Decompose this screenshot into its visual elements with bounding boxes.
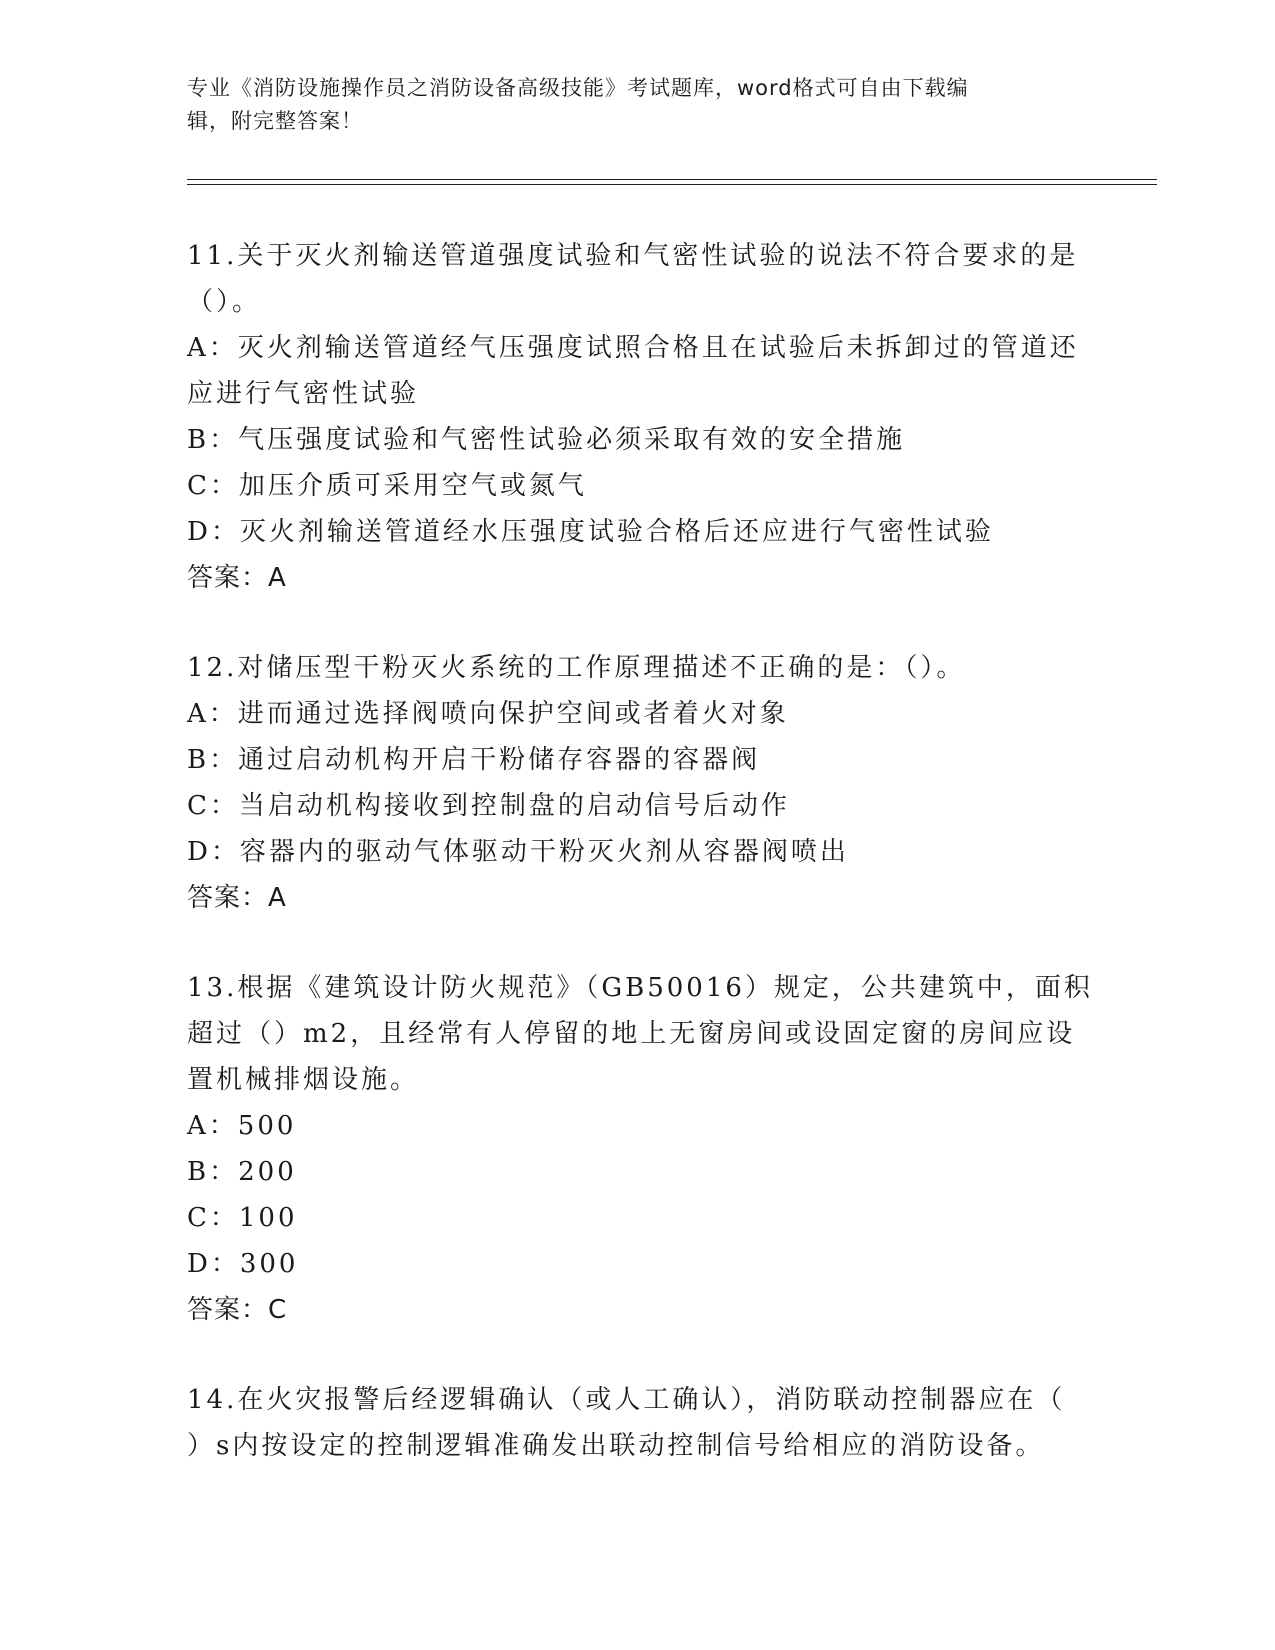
document-header xyxy=(187,72,1087,138)
answer: 答案：A xyxy=(187,563,287,593)
option-c: C：加压介质可采用空气或氮气 xyxy=(187,471,587,501)
question-stem-line: 11.关于灭火剂输送管道强度试验和气密性试验的说法不符合要求的是 xyxy=(187,241,1079,271)
question-14 xyxy=(187,1377,1087,1469)
option-b: B：200 xyxy=(187,1157,297,1187)
header-divider-bottom xyxy=(187,184,1157,185)
question-stem-line: 置机械排烟设施。 xyxy=(187,1065,420,1095)
option-a: A：灭火剂输送管道经气压强度试照合格且在试验后未拆卸过的管道还 xyxy=(187,333,1079,363)
question-stem-line: （）。 xyxy=(187,287,262,317)
question-stem-line: 超过（）m2，且经常有人停留的地上无窗房间或设固定窗的房间应设 xyxy=(187,1019,1076,1049)
question-12 xyxy=(187,645,1087,921)
header-line-1: 专业《消防设施操作员之消防设备高级技能》考试题库，word格式可自由下载编 xyxy=(187,76,969,100)
question-stem-line: ）s内按设定的控制逻辑准确发出联动控制信号给相应的消防设备。 xyxy=(187,1431,1045,1461)
option-c: C：当启动机构接收到控制盘的启动信号后动作 xyxy=(187,791,790,821)
answer: 答案：C xyxy=(187,1295,288,1325)
question-13 xyxy=(187,965,1093,1333)
question-stem-line: 12.对储压型干粉灭火系统的工作原理描述不正确的是：（）。 xyxy=(187,653,966,683)
option-d: D：300 xyxy=(187,1249,299,1279)
option-a-continued: 应进行气密性试验 xyxy=(187,379,420,409)
header-divider-top xyxy=(187,179,1157,180)
option-b: B：气压强度试验和气密性试验必须采取有效的安全措施 xyxy=(187,425,906,455)
header-line-2: 辑，附完整答案！ xyxy=(187,109,363,133)
option-d: D：灭火剂输送管道经水压强度试验合格后还应进行气密性试验 xyxy=(187,517,994,547)
answer: 答案：A xyxy=(187,883,287,913)
question-stem-line: 14.在火灾报警后经逻辑确认（或人工确认），消防联动控制器应在（ xyxy=(187,1385,1066,1415)
option-c: C：100 xyxy=(187,1203,298,1233)
question-11 xyxy=(187,233,1087,601)
option-a: A：进而通过选择阀喷向保护空间或者着火对象 xyxy=(187,699,789,729)
option-b: B：通过启动机构开启干粉储存容器的容器阀 xyxy=(187,745,761,775)
question-stem-line: 13.根据《建筑设计防火规范》（GB50016）规定，公共建筑中，面积 xyxy=(187,973,1093,1003)
option-a: A：500 xyxy=(187,1111,297,1141)
option-d: D：容器内的驱动气体驱动干粉灭火剂从容器阀喷出 xyxy=(187,837,849,867)
